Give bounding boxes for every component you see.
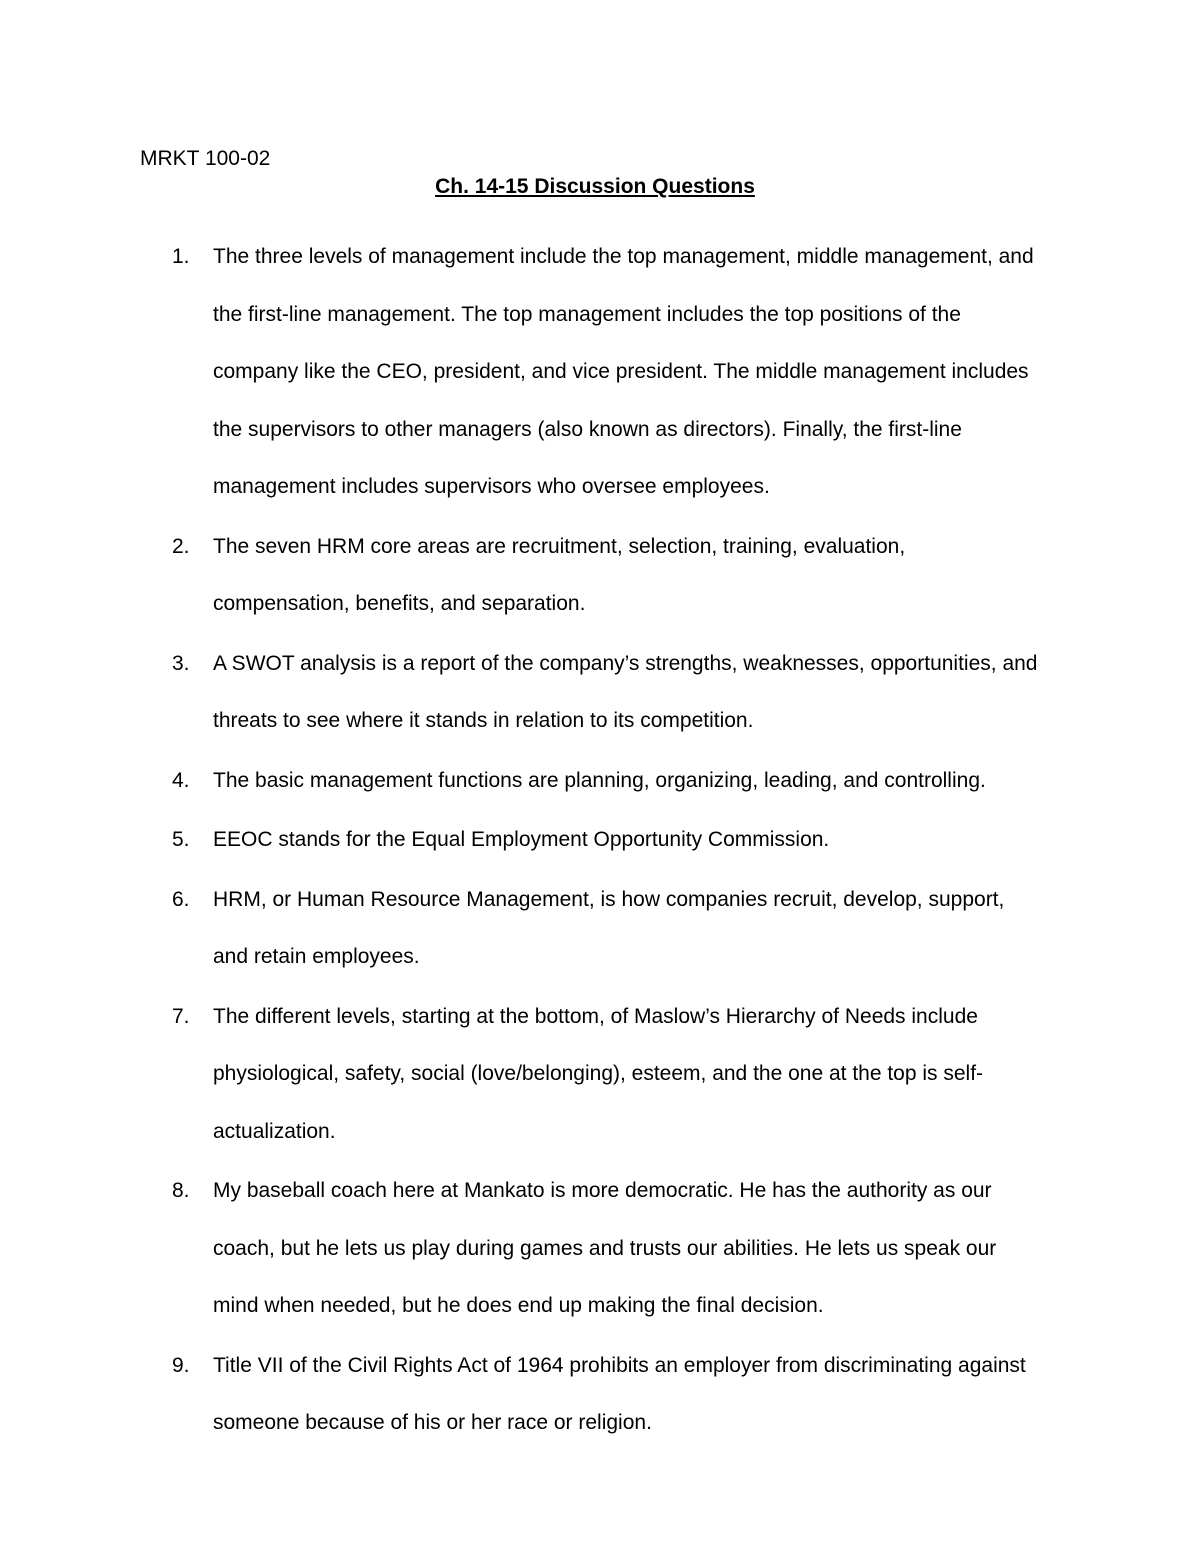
answer-line: The seven HRM core areas are recruitment, selection, training, evaluation, — [213, 534, 906, 558]
answer-text — [213, 811, 1073, 869]
answer-number: 6. — [172, 887, 190, 911]
answer-number: 2. — [172, 534, 190, 558]
answer-line: threats to see where it stands in relation to its competition. — [213, 709, 754, 732]
answer-text — [213, 988, 1073, 1161]
answer-line: the first-line management. The top management includes the top positions of the — [213, 302, 961, 326]
answer-number: 7. — [172, 1004, 190, 1028]
answer-line: company like the CEO, president, and vice president. The middle management includes — [213, 360, 1029, 383]
answer-line: actualization. — [213, 1119, 336, 1143]
answer-line: and retain employees. — [213, 945, 420, 968]
answer-item — [0, 988, 1200, 1161]
answer-line: compensation, benefits, and separation. — [213, 592, 586, 615]
answer-number: 1. — [172, 245, 190, 268]
answer-item — [0, 1337, 1200, 1452]
answer-item — [0, 752, 1200, 810]
answer-item — [0, 228, 1200, 516]
answer-line: The basic management functions are planning, organizing, leading, and controlling. — [213, 768, 986, 792]
answer-line: someone because of his or her race or religion. — [213, 1411, 652, 1434]
answer-text — [213, 1337, 1073, 1452]
answer-text — [213, 228, 1073, 516]
answer-line: A SWOT analysis is a report of the company’s strengths, weaknesses, opportunities, and — [213, 651, 1038, 675]
answer-item — [0, 518, 1200, 633]
answer-number: 4. — [172, 768, 190, 792]
course-code: MRKT 100-02 — [140, 147, 271, 170]
answer-line: The different levels, starting at the bottom, of Maslow’s Hierarchy of Needs include — [213, 1004, 978, 1028]
answer-item — [0, 1162, 1200, 1335]
answer-line: EEOC stands for the Equal Employment Opportunity Commission. — [213, 828, 830, 851]
answer-number: 3. — [172, 651, 190, 675]
answer-text — [213, 752, 1073, 810]
answer-item — [0, 871, 1200, 986]
answer-item — [0, 635, 1200, 750]
answer-number: 8. — [172, 1179, 190, 1202]
answer-number: 9. — [172, 1353, 190, 1377]
answer-line: My baseball coach here at Mankato is more democratic. He has the authority as our — [213, 1179, 992, 1202]
answer-line: the supervisors to other managers (also known as directors). Finally, the first-line — [213, 417, 962, 441]
answer-line: The three levels of management include the top management, middle management, and — [213, 245, 1034, 268]
answer-list — [0, 228, 1200, 1454]
answer-text — [213, 635, 1073, 750]
answer-number: 5. — [172, 828, 190, 851]
answer-line: Title VII of the Civil Rights Act of 1964 prohibits an employer from discriminating against — [213, 1353, 1026, 1377]
answer-line: mind when needed, but he does end up making the final decision. — [213, 1294, 824, 1317]
answer-line: coach, but he lets us play during games and trusts our abilities. He lets us speak our — [213, 1236, 997, 1260]
answer-line: HRM, or Human Resource Management, is how companies recruit, develop, support, — [213, 887, 1005, 911]
answer-text — [213, 871, 1073, 986]
document-title: Ch. 14-15 Discussion Questions — [435, 175, 755, 198]
answer-text — [213, 518, 1073, 633]
answer-text — [213, 1162, 1073, 1335]
answer-item — [0, 811, 1200, 869]
answer-line: physiological, safety, social (love/belonging), esteem, and the one at the top is self- — [213, 1062, 984, 1085]
answer-line: management includes supervisors who oversee employees. — [213, 475, 770, 498]
